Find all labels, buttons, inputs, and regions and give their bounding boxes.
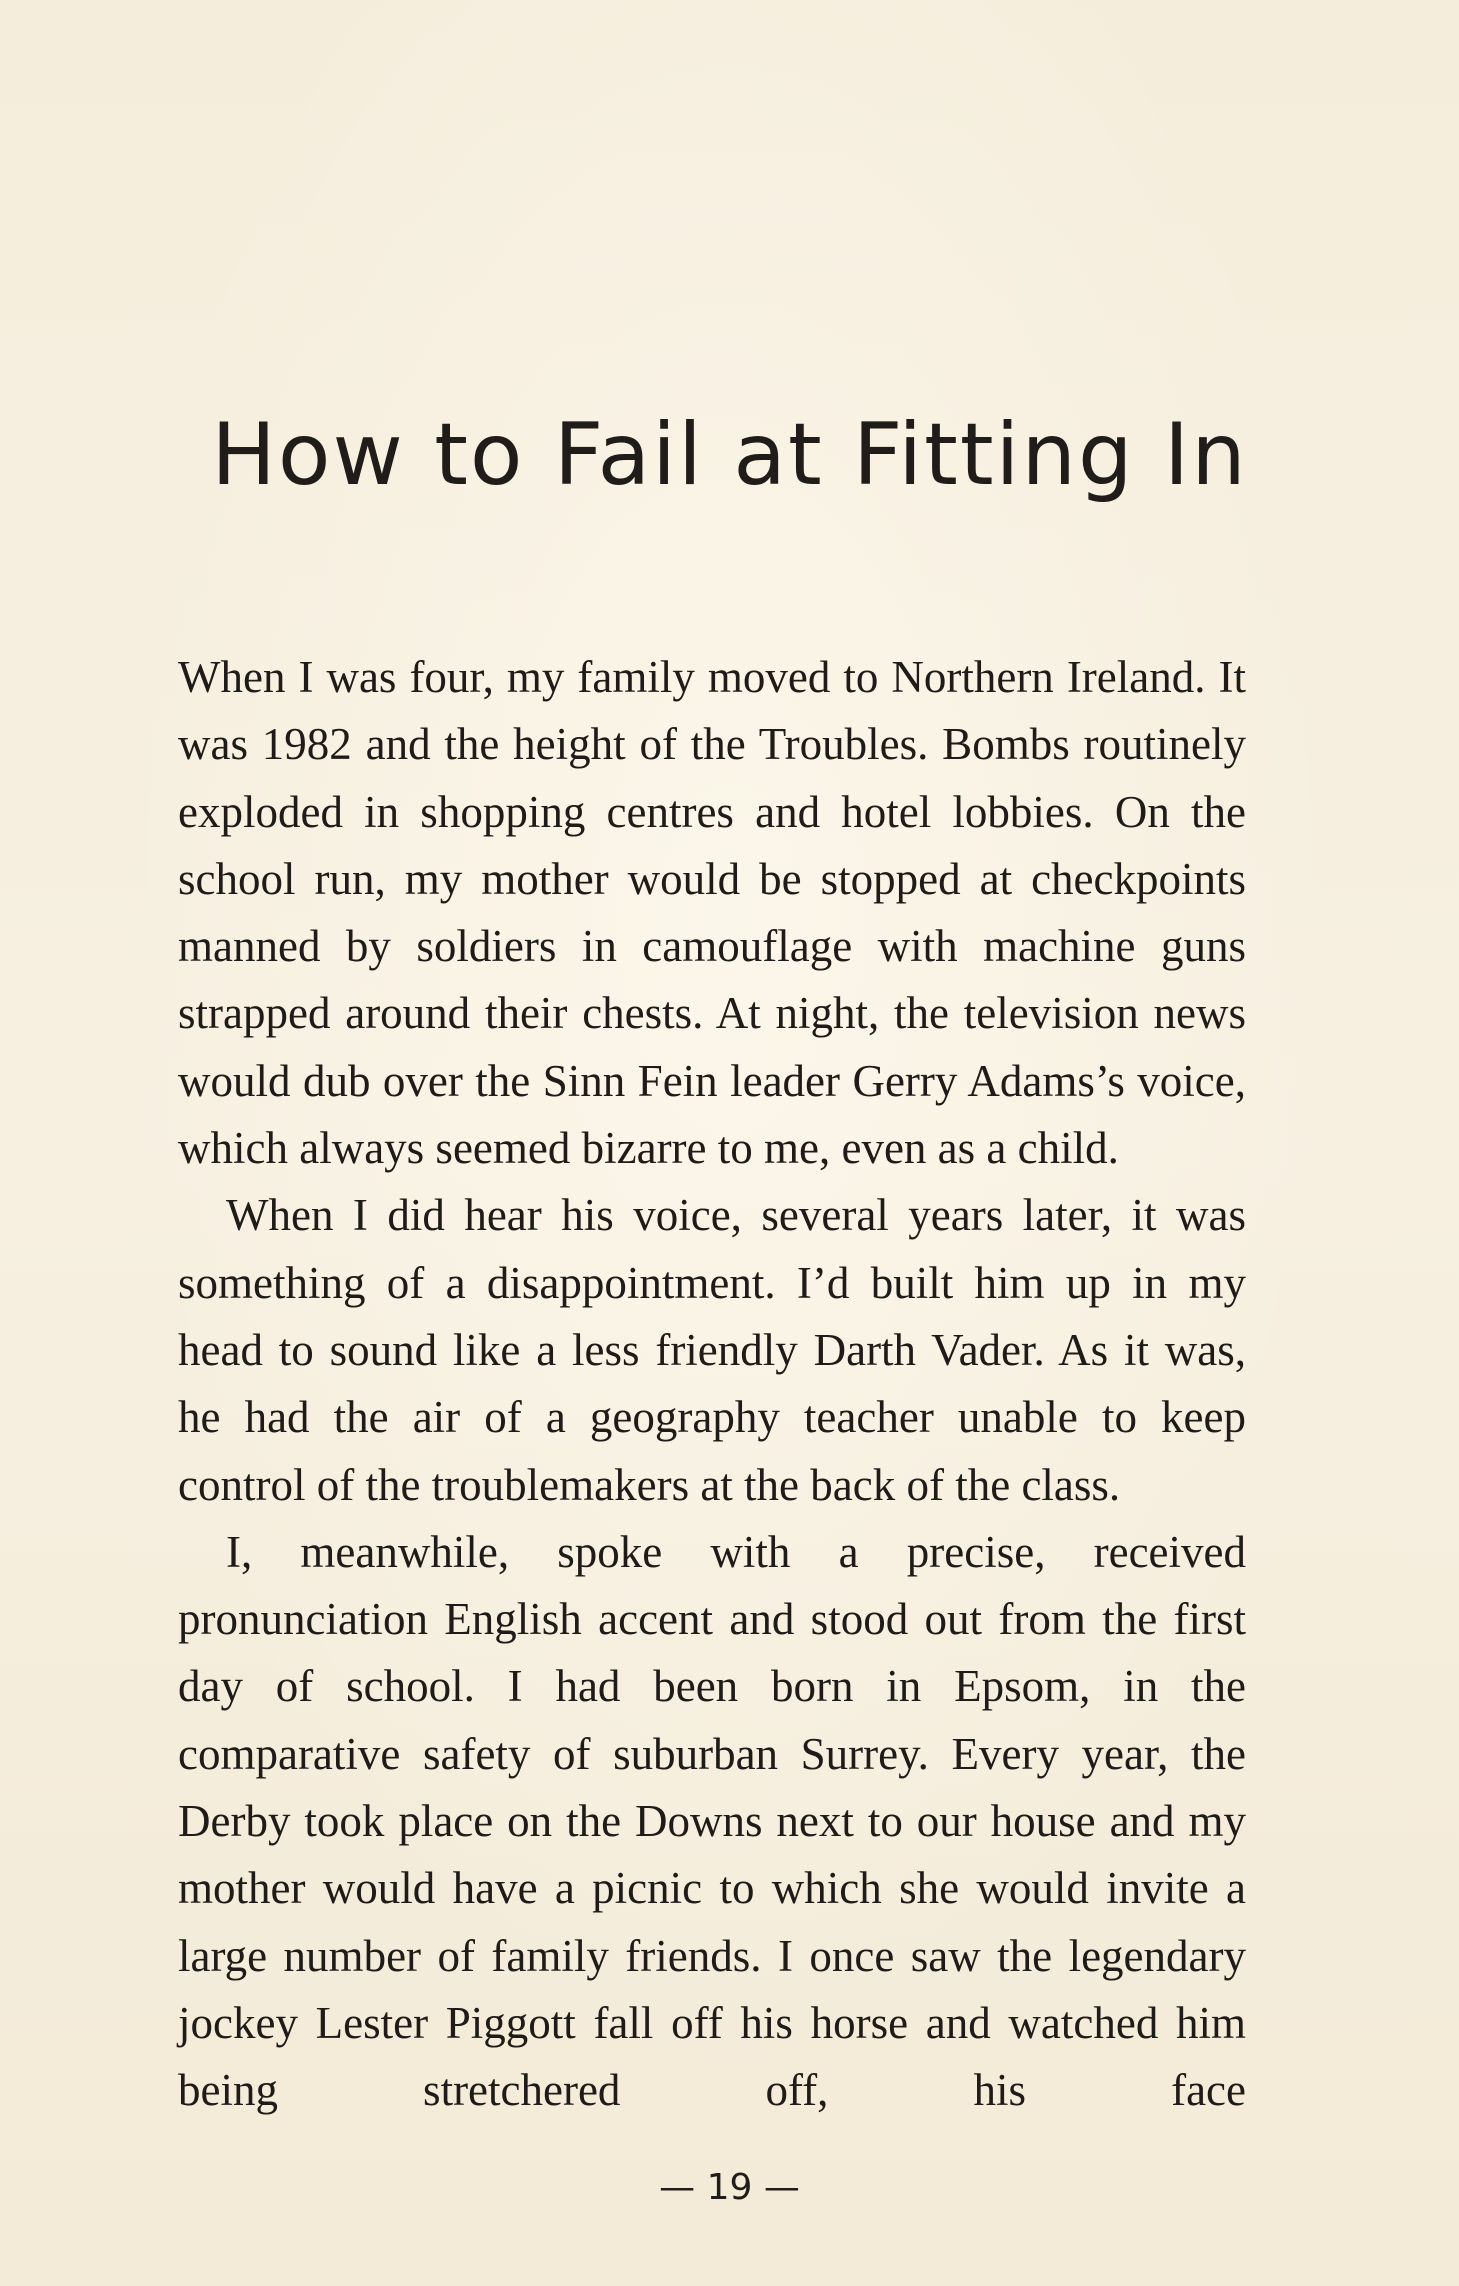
page-number: — 19 — — [659, 2167, 800, 2208]
paragraph-2: When I did hear his voice, several years later, it was something of a disappointment. I’d built him up in my head to sound like a less friendly Darth Vader. As it was, he had the air of a geography teacher unable to keep control of the troublemakers at the back of the class. — [178, 1190, 1246, 1510]
paragraph-3: I, meanwhile, spoke with a precise, received pronunciation English accent and stood out from the first day of school. I had been born in Epsom, in the comparative safety of suburban Surrey. Every year, the Derby took place on the Downs next to our house and my mother would have a picnic to which she would invite a large number of family friends. I once saw the legendary jockey Lester Piggott fall off his horse and watched him being stretchered off, his face — [178, 1526, 1246, 2116]
paragraph-1: When I was four, my family moved to Northern Ireland. It was 1982 and the height of the Troubles. Bombs routinely exploded in shopping centres and hotel lobbies. On the school run, my mother would be stopped at checkpoints manned by soldiers in camouflage with machine guns strapped around their chests. At night, the television news would dub over the Sinn Fein leader Gerry Adams’s voice, which always seemed bizarre to me, even as a child. — [178, 652, 1246, 1174]
body-text — [178, 644, 1246, 2125]
chapter-title: How to Fail at Fitting In — [211, 405, 1248, 505]
